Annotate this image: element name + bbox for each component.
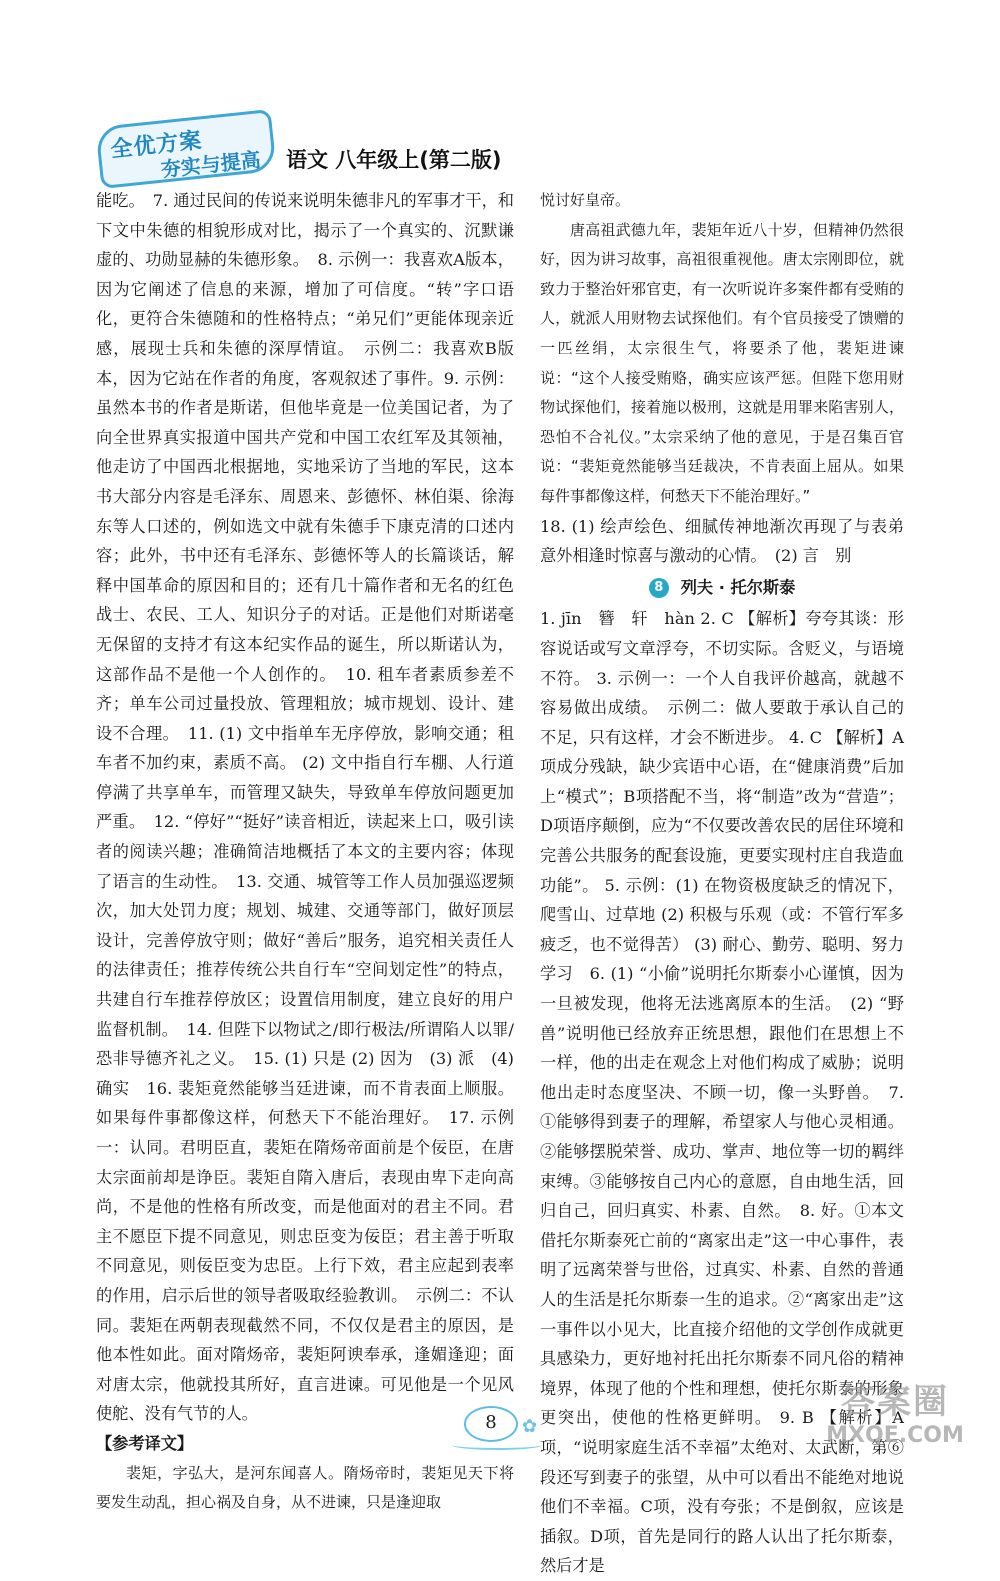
answer-text-right: 1. jīn 簪 轩 hàn 2. C 【解析】夸夸其谈：形容说话或写文章浮夸，不切实际。含贬义，与语境不符。 3. 示例一：一个人自我评价越高，就越不容易做出成绩。 示例二：做人要敢于承认自己的不足，只有这样，才会不断进步。 4. C 【解析】A项成分残缺，缺少宾语中心语，在“健康消费”后加上“模式”；B项搭配不当，将“制造”改为“营造”；D项语序颠倒，应为“不仅要改善农民的居住环境和完善公共服务的配套设施，更要实现村庄自我造血功能”。 5. 示例：(1) 在物资极度缺乏的情况下，爬雪山、过草地 (2) 积极与乐观（或：不管行军多疲乏，也不觉得苦） (3) 耐心、勤劳、聪明、努力学习 6. (1) “小偷”说明托尔斯泰小心谨慎，因为一旦被发现，他将无法逃离原本的生活。 (2) “野兽”说明他已经放弃正统思想，跟他们在思想上不一样，他的出走在观念上对他们构成了威胁；说明他出走时态度坚决、不顾一切，像一头野兽。 7. ①能够得到妻子的理解，希望家人与他心灵相通。②能够摆脱荣誉、成功、掌声、地位等一切的羁绊束缚。③能够按自己内心的意愿，自由地生活，回归自己，回归真实、朴素、自然。 8. 好。①本文借托尔斯泰死亡前的“离家出走”这一中心事件，表明了远离荣誉与世俗，过真实、朴素、自然的普通人的生活是托尔斯泰一生的追求。②“离家出走”这一事件以小见大，比直接介绍他的文学创作成就更具感染力，更好地衬托出托尔斯泰不同凡俗的精神境界，体现了他的个性和理想，使托尔斯泰的形象更突出，使他的性格更鲜明。 9. B 【解析】A项，“说明家庭生活不幸福”太绝对、太武断，第⑥段还写到妻子的张望，从中可以看出不能绝对地说他们不幸福。C项，没有夸张；不是倒叙，应该是插叙。D项，首先是同行的路人认出了托尔斯泰，然后才是 bbox=[540, 609, 904, 1576]
lesson-title: 列夫 · 托尔斯泰 bbox=[680, 577, 796, 597]
page-number: 8 bbox=[485, 1412, 497, 1433]
page-number-decoration bbox=[452, 1400, 542, 1452]
book-title: 语文 八年级上(第二版) bbox=[286, 148, 502, 172]
page-header bbox=[98, 118, 918, 190]
logo-line1: 全优方案 bbox=[109, 128, 204, 163]
question-18-answer: 18. (1) 绘声绘色、细腻传神地渐次再现了与表弟意外相逢时惊喜与激动的心情。 (2) 言 别 bbox=[540, 516, 904, 566]
left-column bbox=[96, 186, 514, 1518]
translation-paragraph-2: 唐高祖武德九年，裴矩年近八十岁，但精神仍然很好，因为讲习故事，高祖很重视他。唐太宗刚即位，就致力于整治奸邪官吏，有一次听说许多案件都有受贿的人，就派人用财物去试探他们。有个官员接受了馈赠的一匹丝绢，太宗很生气，将要杀了他，裴矩进谏说：“这个人接受贿赂，确实应该严惩。但陛下您用财物试探他们，接着施以极刑，这就是用罪来陷害别人，恐怕不合礼仪。”太宗采纳了他的意见，于是召集百官说：“裴矩竟然能够当廷裁决，不肯表面上屈从。如果每件事都像这样，何愁天下不能治理好。” bbox=[540, 220, 904, 505]
watermark-bottom: MXQE.COM bbox=[826, 1423, 964, 1448]
right-column bbox=[540, 186, 904, 1581]
translation-text-left: 裴矩，字弘大，是河东闻喜人。隋炀帝时，裴矩见天下将要发生动乱，担心祸及自身，从不进谏，只是逢迎取 bbox=[96, 1463, 514, 1512]
wave-decoration bbox=[452, 1440, 542, 1450]
answer-text-left: 能吃。 7. 通过民间的传说来说明朱德非凡的军事才干，和下文中朱德的相貌形成对比，揭示了一个真实的、沉默谦虚的、功勋显赫的朱德形象。 8. 示例一：我喜欢A版本，因为它阐述了信息的来源，增加了可信度。“转”字口语化，更符合朱德随和的性格特点；“弟兄们”更能体现亲近感，展现士兵和朱德的深厚情谊。 示例二：我喜欢B版本，因为它站在作者的角度，客观叙述了事件。9. 示例：虽然本书的作者是斯诺，但他毕竟是一位美国记者，为了向全世界真实报道中国共产党和中国工农红军及其领袖，他走访了中国西北根据地，实地采访了当地的军民，这本书大部分内容是毛泽东、周恩来、彭德怀、林伯渠、徐海东等人口述的，例如选文中就有朱德手下康克清的口述内容；此外，书中还有毛泽东、彭德怀等人的长篇谈话，解释中国革命的原因和目的；还有几十篇作者和无名的红色战士、农民、工人、知识分子的对话。正是他们对斯诺毫无保留的支持才有这本纪实作品的诞生，所以斯诺认为，这部作品不是他一个人创作的。 10. 租车者素质参差不齐；单车公司过量投放、管理粗放；城市规划、设计、建设不合理。 11. (1) 文中指单车无序停放，影响交通；租车者不加约束，素质不高。 (2) 文中指自行车棚、人行道停满了共享单车，而管理又缺失，导致单车停放问题更加严重。 12. “停好”“挺好”读音相近，读起来上口，吸引读者的阅读兴趣；准确简洁地概括了本文的主要内容；体现了语言的生动性。 13. 交通、城管等工作人员加强巡逻频次，加大处罚力度；规划、城建、交通等部门，做好顶层设计，完善停放守则；做好“善后”服务，追究相关责任人的法律责任；推荐传统公共自行车“空间划定性”的特点，共建自行车推荐停放区；设置信用制度，建立良好的用户监督机制。 14. 但陛下以物试之/即行极法/所谓陷人以罪/恐非导德齐礼之义。 15. (1) 只是 (2) 因为 (3) 派 (4) 确实 16. 裴矩竟然能够当廷进谏，而不肯表面上顺服。如果每件事都像这样，何愁天下不能治理好。 17. 示例一：认同。君明臣直，裴矩在隋炀帝面前是个佞臣，在唐太宗面前却是诤臣。裴矩自隋入唐后，表现由卑下走向高尚，不是他的性格有所改变，而是他面对的君主不同。君主不愿臣下提不同意见，则忠臣变为佞臣；君主善于听取不同意见，则佞臣变为忠臣。上行下效，君主应起到表率的作用，启示后世的领导者吸取经验教训。 示例二：不认同。裴矩在两朝表现截然不同，不仅仅是君主的原因，是他本性如此。面对隋炀帝，裴矩阿谀奉承，逢媚逢迎；面对唐太宗，他就投其所好，直言进谏。可见他是一个见风使舵、没有气节的人。 bbox=[96, 191, 514, 1424]
watermark-top: 答案圈 bbox=[841, 1382, 949, 1422]
site-watermark bbox=[820, 1381, 970, 1455]
flower-icon: ✿ bbox=[522, 1416, 538, 1437]
lesson-number-badge: 8 bbox=[649, 578, 669, 598]
series-logo bbox=[95, 109, 277, 189]
translation-continuation: 悦讨好皇帝。 bbox=[540, 191, 631, 209]
lesson-heading bbox=[540, 573, 904, 603]
reference-translation-heading: 【参考译文】 bbox=[96, 1433, 194, 1453]
logo-line2: 夯实与提高 bbox=[159, 147, 262, 182]
